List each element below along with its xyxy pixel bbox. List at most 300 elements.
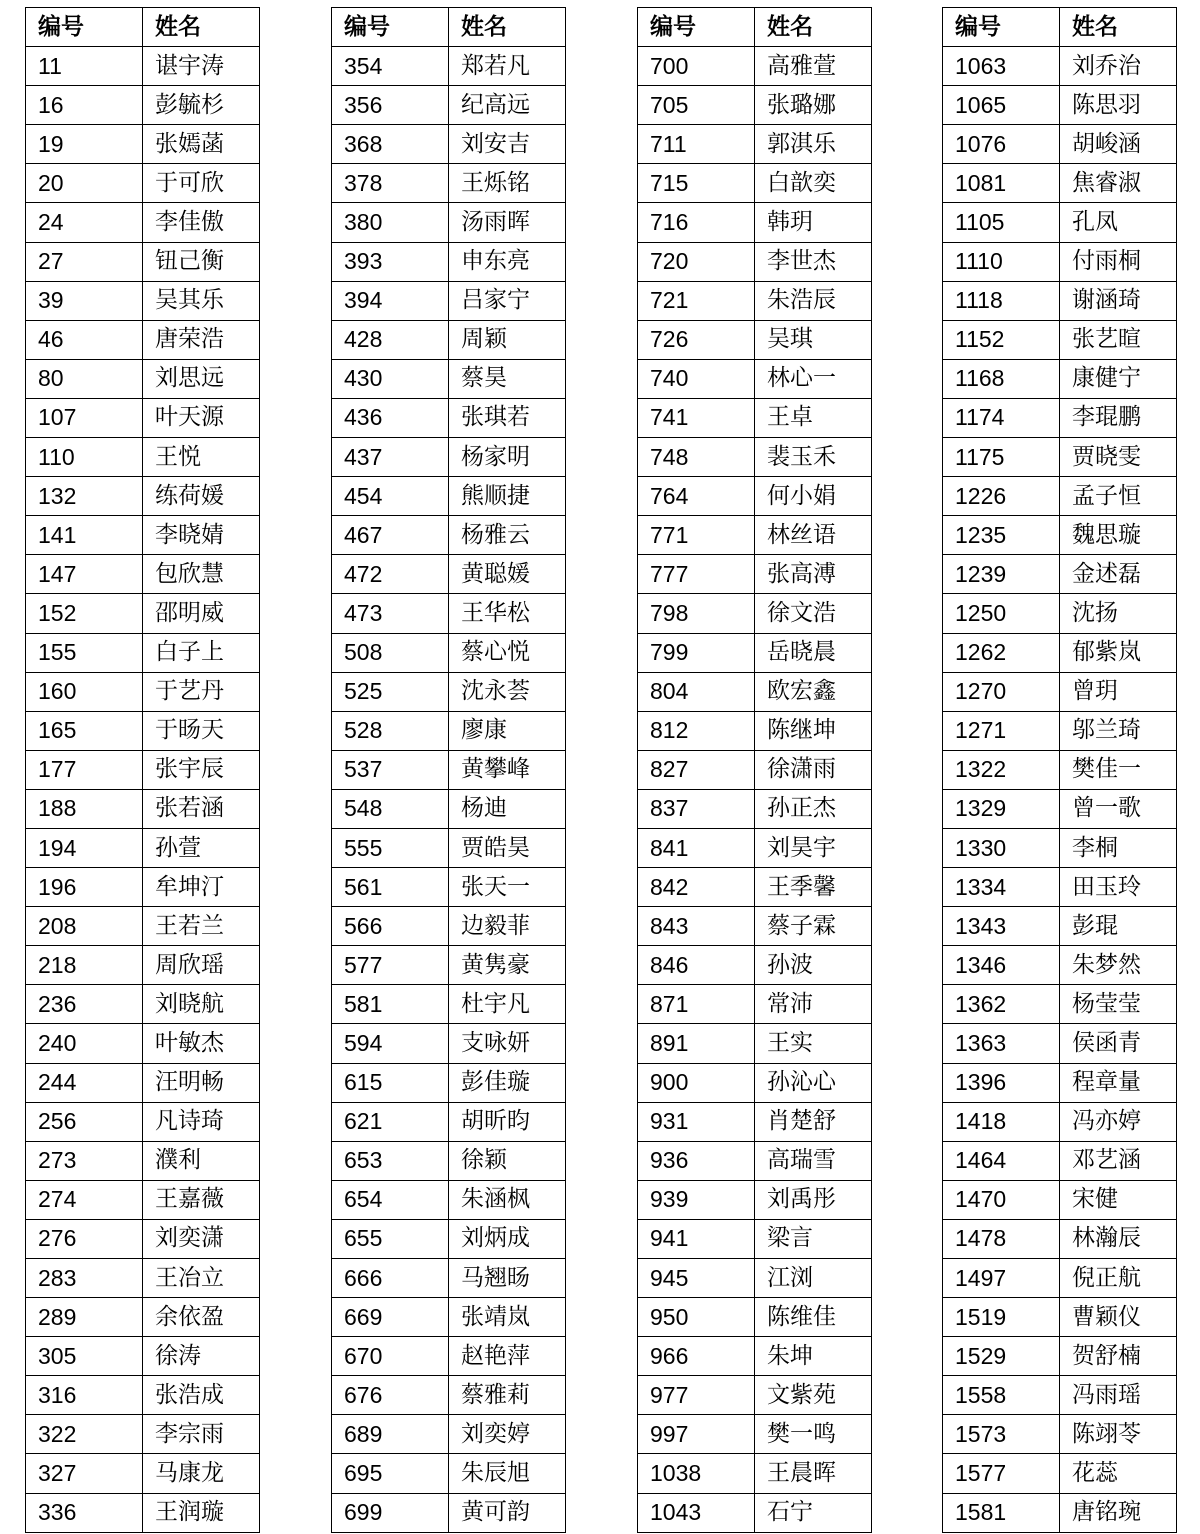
student-name-cell: 刘奕潇 [143,1219,260,1258]
student-id-cell: 393 [332,242,449,281]
student-id-cell: 676 [332,1376,449,1415]
student-name-cell: 贾晓雯 [1060,438,1177,477]
student-id-cell: 322 [26,1415,143,1454]
student-id-cell: 654 [332,1180,449,1219]
student-name-cell: 王实 [755,1024,872,1063]
table-row [26,1259,260,1298]
table-row [26,633,260,672]
student-name-cell: 胡峻涵 [1060,125,1177,164]
student-name-cell: 练荷媛 [143,477,260,516]
student-id-cell: 945 [638,1259,755,1298]
student-id-cell: 1346 [943,946,1060,985]
table-row [943,164,1177,203]
student-name-cell: 孔凤 [1060,203,1177,242]
table-row [332,47,566,86]
student-name-cell: 朱涵枫 [449,1180,566,1219]
student-name-cell: 于可欣 [143,164,260,203]
table-row [943,1337,1177,1376]
student-name-cell: 江浏 [755,1259,872,1298]
student-id-cell: 1081 [943,164,1060,203]
student-id-cell: 1175 [943,438,1060,477]
student-id-cell: 39 [26,281,143,320]
student-id-cell: 670 [332,1337,449,1376]
table-row [332,1493,566,1532]
student-id-cell: 152 [26,594,143,633]
table-row [26,86,260,125]
student-id-cell: 846 [638,946,755,985]
table-row [638,1454,872,1493]
table-row [638,1102,872,1141]
table-row [332,1337,566,1376]
table-row [332,1415,566,1454]
student-id-cell: 1573 [943,1415,1060,1454]
table-row [332,1102,566,1141]
student-id-cell: 1418 [943,1102,1060,1141]
student-id-cell: 561 [332,868,449,907]
table-row [638,1063,872,1102]
student-id-cell: 467 [332,516,449,555]
student-id-cell: 508 [332,633,449,672]
student-name-cell: 王卓 [755,398,872,437]
student-name-cell: 肖楚舒 [755,1102,872,1141]
table-row [26,125,260,164]
student-name-cell: 沈扬 [1060,594,1177,633]
student-id-cell: 764 [638,477,755,516]
student-id-cell: 160 [26,672,143,711]
table-row [943,1102,1177,1141]
name-header: 姓名 [755,8,872,47]
table-row [638,1493,872,1532]
table-row [943,711,1177,750]
student-id-cell: 165 [26,711,143,750]
table-row [943,828,1177,867]
student-id-cell: 1250 [943,594,1060,633]
table-row [332,1376,566,1415]
student-name-cell: 刘安吉 [449,125,566,164]
student-name-cell: 孟子恒 [1060,477,1177,516]
student-name-cell: 王晨晖 [755,1454,872,1493]
table-row [26,47,260,86]
table-row [638,789,872,828]
student-id-cell: 621 [332,1102,449,1141]
student-id-cell: 378 [332,164,449,203]
student-name-cell: 陈翊苓 [1060,1415,1177,1454]
roster-table-1 [25,7,260,1533]
student-id-cell: 977 [638,1376,755,1415]
student-id-cell: 1174 [943,398,1060,437]
student-name-cell: 杨家明 [449,438,566,477]
student-name-cell: 焦睿淑 [1060,164,1177,203]
student-id-cell: 804 [638,672,755,711]
table-row [943,907,1177,946]
table-row [26,946,260,985]
student-id-cell: 188 [26,789,143,828]
table-row [332,281,566,320]
table-row [943,868,1177,907]
student-id-cell: 276 [26,1219,143,1258]
table-row [26,1493,260,1532]
student-id-cell: 936 [638,1141,755,1180]
table-row [943,1376,1177,1415]
student-name-cell: 周欣瑶 [143,946,260,985]
student-id-cell: 1063 [943,47,1060,86]
student-id-cell: 777 [638,555,755,594]
student-id-cell: 891 [638,1024,755,1063]
student-name-cell: 花蕊 [1060,1454,1177,1493]
table-row [638,320,872,359]
table-row [332,359,566,398]
student-id-cell: 1497 [943,1259,1060,1298]
student-name-cell: 黄聪媛 [449,555,566,594]
student-id-cell: 1043 [638,1493,755,1532]
table-row [638,946,872,985]
table-row [943,320,1177,359]
table-row [26,1376,260,1415]
student-name-cell: 王若兰 [143,907,260,946]
table-row [943,47,1177,86]
student-name-cell: 林瀚辰 [1060,1219,1177,1258]
table-row [26,594,260,633]
student-id-cell: 1529 [943,1337,1060,1376]
table-row [332,711,566,750]
table-row [638,359,872,398]
student-name-cell: 杨莹莹 [1060,985,1177,1024]
student-name-cell: 沈永荟 [449,672,566,711]
student-id-cell: 155 [26,633,143,672]
student-name-cell: 汪明畅 [143,1063,260,1102]
student-name-cell: 张琪若 [449,398,566,437]
student-name-cell: 岳晓晨 [755,633,872,672]
student-name-cell: 刘晓航 [143,985,260,1024]
student-name-cell: 张高溥 [755,555,872,594]
student-name-cell: 郁紫岚 [1060,633,1177,672]
student-name-cell: 王悦 [143,438,260,477]
table-row [943,398,1177,437]
student-id-cell: 316 [26,1376,143,1415]
table-row [638,164,872,203]
student-name-cell: 朱坤 [755,1337,872,1376]
student-id-cell: 196 [26,868,143,907]
student-name-cell: 樊佳一 [1060,750,1177,789]
student-name-cell: 申东亮 [449,242,566,281]
table-row [332,907,566,946]
student-name-cell: 刘思远 [143,359,260,398]
student-name-cell: 纪高远 [449,86,566,125]
student-name-cell: 马翘旸 [449,1259,566,1298]
student-id-cell: 669 [332,1298,449,1337]
student-id-cell: 997 [638,1415,755,1454]
table-row [943,438,1177,477]
table-row [638,1259,872,1298]
student-name-cell: 刘禹彤 [755,1180,872,1219]
student-id-cell: 1168 [943,359,1060,398]
table-row [943,633,1177,672]
student-name-cell: 杜宇凡 [449,985,566,1024]
student-name-cell: 李佳傲 [143,203,260,242]
student-id-cell: 24 [26,203,143,242]
student-name-cell: 黄攀峰 [449,750,566,789]
student-id-cell: 107 [26,398,143,437]
student-id-cell: 11 [26,47,143,86]
table-row [26,985,260,1024]
table-row [332,555,566,594]
student-name-cell: 刘奕婷 [449,1415,566,1454]
student-id-cell: 20 [26,164,143,203]
student-name-cell: 林丝语 [755,516,872,555]
student-name-cell: 孙正杰 [755,789,872,828]
student-id-cell: 1038 [638,1454,755,1493]
student-name-cell: 唐铭琬 [1060,1493,1177,1532]
student-id-cell: 473 [332,594,449,633]
student-name-cell: 侯函青 [1060,1024,1177,1063]
table-row [638,1337,872,1376]
table-row [26,1298,260,1337]
header-row [943,8,1177,47]
table-row [943,86,1177,125]
student-name-cell: 张浩成 [143,1376,260,1415]
student-name-cell: 邬兰琦 [1060,711,1177,750]
table-row [638,86,872,125]
table-row [332,633,566,672]
student-id-cell: 594 [332,1024,449,1063]
id-header: 编号 [943,8,1060,47]
student-id-cell: 1076 [943,125,1060,164]
student-id-cell: 430 [332,359,449,398]
student-name-cell: 张靖岚 [449,1298,566,1337]
student-name-cell: 李晓婧 [143,516,260,555]
student-id-cell: 336 [26,1493,143,1532]
student-id-cell: 1322 [943,750,1060,789]
table-row [943,946,1177,985]
student-id-cell: 240 [26,1024,143,1063]
student-name-cell: 朱辰旭 [449,1454,566,1493]
table-row [332,1180,566,1219]
table-row [943,1493,1177,1532]
student-name-cell: 张若涵 [143,789,260,828]
table-row [943,1259,1177,1298]
table-row [332,203,566,242]
table-row [638,242,872,281]
student-name-cell: 朱浩辰 [755,281,872,320]
roster-table-2 [331,7,566,1533]
student-id-cell: 726 [638,320,755,359]
student-id-cell: 244 [26,1063,143,1102]
student-name-cell: 郭淇乐 [755,125,872,164]
student-name-cell: 郑若凡 [449,47,566,86]
table-row [332,1063,566,1102]
student-name-cell: 王润璇 [143,1493,260,1532]
student-id-cell: 274 [26,1180,143,1219]
student-id-cell: 46 [26,320,143,359]
student-name-cell: 林心一 [755,359,872,398]
student-id-cell: 699 [332,1493,449,1532]
student-id-cell: 1577 [943,1454,1060,1493]
student-id-cell: 711 [638,125,755,164]
table-row [638,1376,872,1415]
table-row [26,164,260,203]
table-row [943,1415,1177,1454]
student-name-cell: 钮己衡 [143,242,260,281]
student-id-cell: 941 [638,1219,755,1258]
student-id-cell: 1329 [943,789,1060,828]
student-name-cell: 田玉玲 [1060,868,1177,907]
student-name-cell: 廖康 [449,711,566,750]
student-name-cell: 赵艳萍 [449,1337,566,1376]
student-name-cell: 何小娟 [755,477,872,516]
student-id-cell: 581 [332,985,449,1024]
student-id-cell: 380 [332,203,449,242]
student-name-cell: 马康龙 [143,1454,260,1493]
table-row [26,281,260,320]
table-row [26,789,260,828]
student-id-cell: 615 [332,1063,449,1102]
student-name-cell: 冯亦婷 [1060,1102,1177,1141]
student-id-cell: 19 [26,125,143,164]
student-id-cell: 966 [638,1337,755,1376]
student-id-cell: 1118 [943,281,1060,320]
table-row [332,1024,566,1063]
table-row [332,1219,566,1258]
table-row [943,203,1177,242]
student-name-cell: 徐潇雨 [755,750,872,789]
student-id-cell: 771 [638,516,755,555]
student-name-cell: 李世杰 [755,242,872,281]
table-row [26,868,260,907]
student-name-cell: 吕家宁 [449,281,566,320]
student-id-cell: 1110 [943,242,1060,281]
table-row [638,398,872,437]
student-id-cell: 528 [332,711,449,750]
table-row [26,1454,260,1493]
student-id-cell: 1271 [943,711,1060,750]
student-name-cell: 于旸天 [143,711,260,750]
header-row [26,8,260,47]
table-row [943,281,1177,320]
student-name-cell: 朱梦然 [1060,946,1177,985]
student-id-cell: 1519 [943,1298,1060,1337]
table-row [638,868,872,907]
student-id-cell: 740 [638,359,755,398]
table-row [332,985,566,1024]
student-id-cell: 1270 [943,672,1060,711]
student-name-cell: 常沛 [755,985,872,1024]
student-id-cell: 354 [332,47,449,86]
student-id-cell: 273 [26,1141,143,1180]
student-id-cell: 177 [26,750,143,789]
table-row [638,633,872,672]
table-row [943,516,1177,555]
student-name-cell: 张璐娜 [755,86,872,125]
table-row [332,398,566,437]
header-row [332,8,566,47]
student-id-cell: 1478 [943,1219,1060,1258]
student-name-cell: 蔡昊 [449,359,566,398]
student-id-cell: 80 [26,359,143,398]
student-name-cell: 徐颖 [449,1141,566,1180]
student-name-cell: 贾皓昊 [449,828,566,867]
student-id-cell: 236 [26,985,143,1024]
table-row [638,516,872,555]
table-row [943,359,1177,398]
student-id-cell: 716 [638,203,755,242]
student-name-cell: 周颖 [449,320,566,359]
table-row [943,555,1177,594]
table-row [332,477,566,516]
table-row [638,1141,872,1180]
student-name-cell: 于艺丹 [143,672,260,711]
student-name-cell: 李琨鹏 [1060,398,1177,437]
table-row [26,1337,260,1376]
table-row [638,203,872,242]
table-row [638,750,872,789]
student-name-cell: 熊顺捷 [449,477,566,516]
student-name-cell: 边毅菲 [449,907,566,946]
student-id-cell: 548 [332,789,449,828]
table-row [332,164,566,203]
table-row [638,907,872,946]
student-name-cell: 刘乔治 [1060,47,1177,86]
student-id-cell: 289 [26,1298,143,1337]
student-id-cell: 1343 [943,907,1060,946]
table-row [638,711,872,750]
id-header: 编号 [26,8,143,47]
student-name-cell: 王嘉薇 [143,1180,260,1219]
table-row [943,1454,1177,1493]
student-id-cell: 1362 [943,985,1060,1024]
student-name-cell: 濮利 [143,1141,260,1180]
student-id-cell: 194 [26,828,143,867]
name-header: 姓名 [1060,8,1177,47]
student-id-cell: 939 [638,1180,755,1219]
student-name-cell: 宋健 [1060,1180,1177,1219]
student-name-cell: 王冶立 [143,1259,260,1298]
student-name-cell: 谌宇涛 [143,47,260,86]
table-row [943,477,1177,516]
name-header: 姓名 [449,8,566,47]
student-id-cell: 356 [332,86,449,125]
student-name-cell: 凡诗琦 [143,1102,260,1141]
student-id-cell: 950 [638,1298,755,1337]
table-row [943,125,1177,164]
table-row [943,985,1177,1024]
student-name-cell: 刘昊宇 [755,828,872,867]
table-row [332,1259,566,1298]
student-id-cell: 1235 [943,516,1060,555]
student-id-cell: 1334 [943,868,1060,907]
student-name-cell: 蔡雅莉 [449,1376,566,1415]
student-id-cell: 666 [332,1259,449,1298]
student-id-cell: 1239 [943,555,1060,594]
student-id-cell: 798 [638,594,755,633]
id-header: 编号 [638,8,755,47]
student-name-cell: 高雅萱 [755,47,872,86]
student-id-cell: 695 [332,1454,449,1493]
student-id-cell: 1558 [943,1376,1060,1415]
table-row [26,203,260,242]
student-name-cell: 彭毓杉 [143,86,260,125]
table-row [943,1063,1177,1102]
student-name-cell: 蔡心悦 [449,633,566,672]
student-name-cell: 余依盈 [143,1298,260,1337]
student-name-cell: 胡昕昀 [449,1102,566,1141]
student-id-cell: 141 [26,516,143,555]
student-id-cell: 700 [638,47,755,86]
student-name-cell: 曾一歌 [1060,789,1177,828]
student-name-cell: 冯雨瑶 [1060,1376,1177,1415]
student-id-cell: 705 [638,86,755,125]
student-id-cell: 283 [26,1259,143,1298]
student-id-cell: 837 [638,789,755,828]
